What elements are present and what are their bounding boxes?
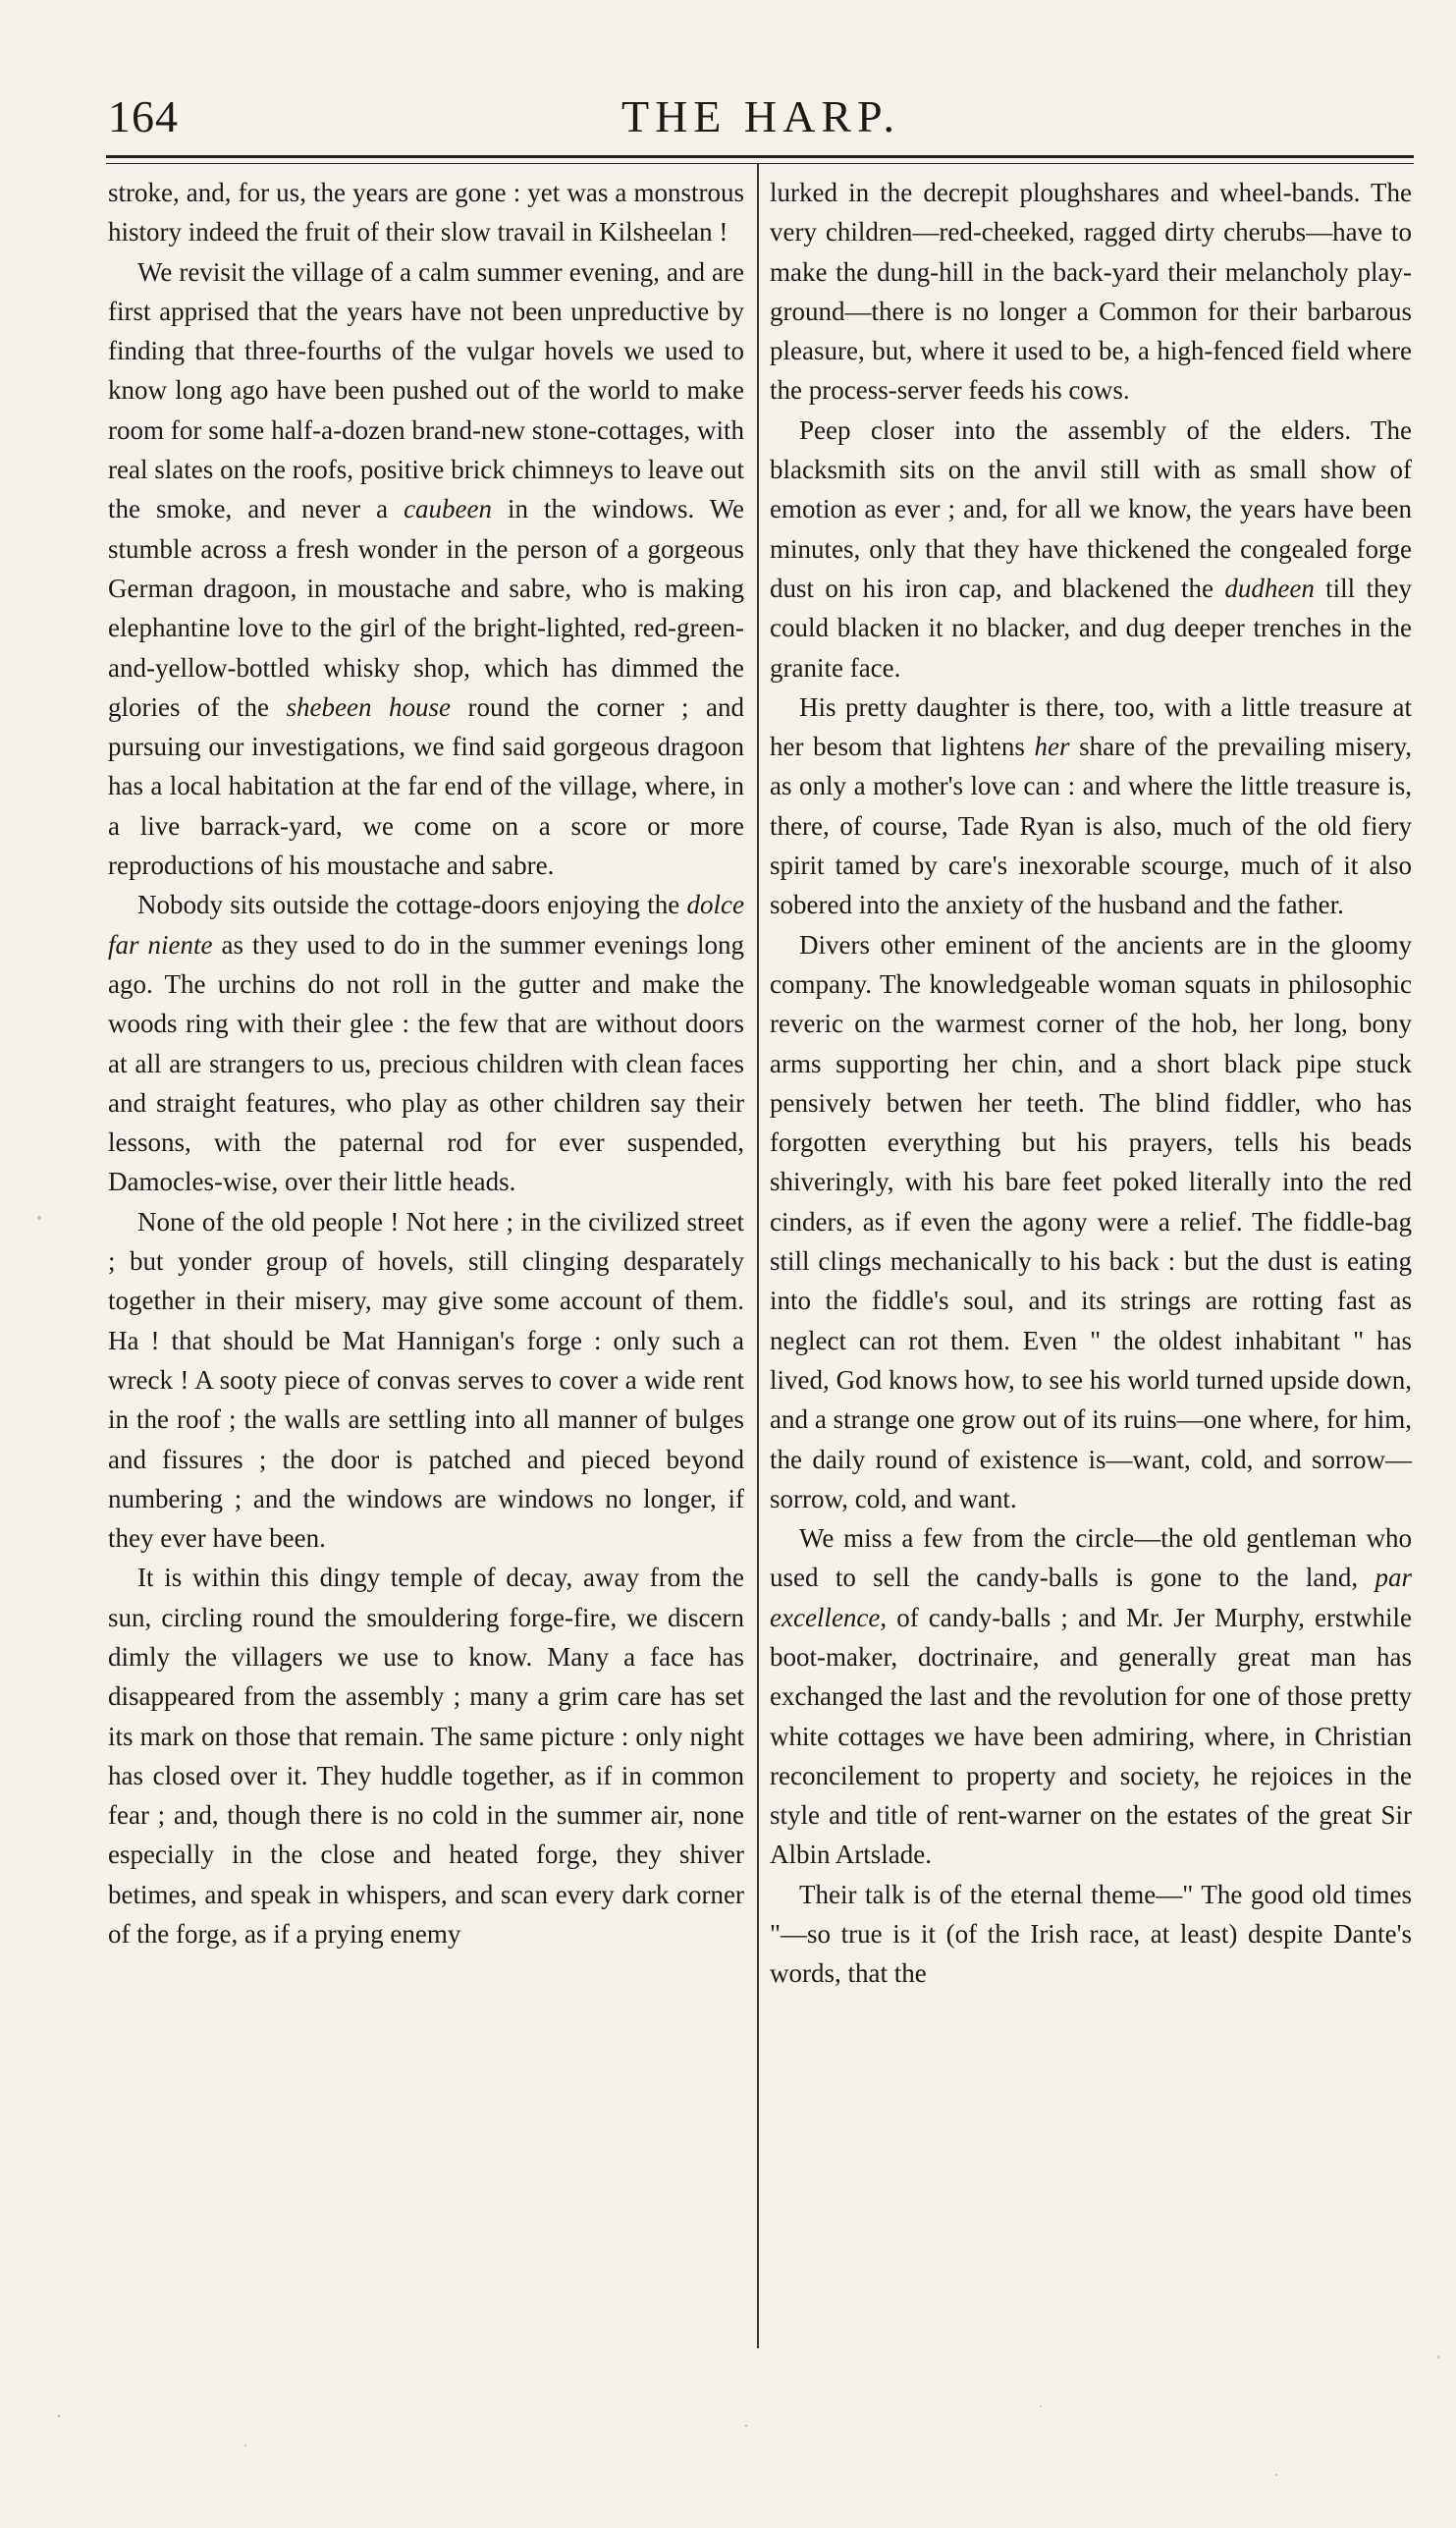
italic-phrase: dudheen (1224, 573, 1315, 603)
text-run: None of the old people ! Not here ; in the civilized street ; but yonder group of hovels, still clinging desparately together in their misery, may give some account of them. Ha ! that should be Mat Hannigan's forge : only such a wreck ! A sooty piece of convas serves to cover a wide rent in the roof ; the walls are settling into all manner of bulges and fissures ; the door is patched and pieced beyond numbering ; and the windows are windows no longer, if they ever have been. (108, 1206, 744, 1554)
text-run: We revisit the village of a calm summer evening, and are first apprised that the years have not been unpreductive by finding that three-fourths of the vulgar hovels we used to know long ago have been pushed out of the world to make room for some half-a-dozen brand-new stone-cottages, with real slates on the roofs, positive brick chimneys to leave out the smoke, and never a (108, 256, 744, 524)
text-run: Peep closer into the assembly of the elders. The blacksmith sits on the anvil still with as small show of emotion as ever ; and, for all we know, the years have been minutes, only that they have thickened the congealed forge dust on his iron cap, and blackened the (770, 414, 1412, 603)
italic-phrase: dolce far niente (108, 890, 744, 960)
text-run: share of the prevailing misery, as only a mother's love can : and where the little treasure is, there, of course, Tade Ryan is also, much of the old fiery spirit tamed by care's inexorable scourge, much of it also sobered into the anxiety of the husband and the father. (770, 732, 1412, 920)
text-run: lurked in the decrepit ploughshares and wheel-bands. The very children—red-cheeked, ragged dirty cherubs—have to make the dung-hill in the back-yard their melancholy play-ground—there is no longer a Common for their barbarous pleasure, but, where it used to be, a high-fenced field where the process-server feeds his cows. (770, 178, 1412, 406)
text-run: Nobody sits outside the cottage-doors enjoying the (137, 890, 687, 920)
text-run: till they could blacken it no blacker, and dug deeper trenches in the granite face. (770, 573, 1412, 683)
italic-phrase: par excellence (770, 1563, 1412, 1632)
text-run: as they used to do in the summer evenings long ago. The urchins do not roll in the gutter and make the woods ring with their glee : the few that are without doors at all are strangers to us, precious children with clean faces and straight features, who play as other children say their lessons, with the paternal rod for ever suspended, Damocles-wise, over their little heads. (108, 929, 745, 1197)
italic-phrase: shebeen house (286, 691, 451, 722)
text-run: stroke, and, for us, the years are gone : yet was a monstrous history indeed the fruit of their slow travail in Kilsheelan ! (108, 178, 744, 247)
italic-phrase: her (1034, 732, 1070, 762)
text-run: , of candy-balls ; and Mr. Jer Murphy, erstwhile boot-maker, doctrinaire, and generally great man has exchanged the last and the revolution for one of those pretty white cottages we have been admiring, where, in Christian reconcilement to property and society, he rejoices in the style and title of rent-warner on the estates of the great Sir Albin Artslade. (770, 1602, 1412, 1870)
text-run: His pretty daughter is there, too, with a little treasure at her besom that lightens (770, 691, 1412, 762)
text-run: Divers other eminent of the ancients are in the gloomy company. The knowledgeable woman squats in philosophic reveric on the warmest corner of the hob, her long, bony arms supporting her chin, and a short black pipe stuck pensively betwen her teeth. The blind fiddler, who has forgotten everything but his prayers, tells his beads shiveringly, with his bare feet poked literally into the red cinders, as if even the agony were a relief. The fiddle-bag still clings mechanically to his back : but the dust is eating into the fiddle's soul, and its strings are rotting fast as neglect can rot them. Even " the oldest inhabitant " has lived, God knows how, to see his world turned upside down, and a strange one grow out of its ruins—one where, for him, the daily round of existence is—want, cold, and sorrow—sorrow, cold, and want. (770, 929, 1412, 1513)
text-run: Their talk is of the eternal theme—" The good old times "—so true is it (of the Irish race, at least) despite Dante's words, that the (770, 1879, 1412, 1989)
text-run: round the corner ; and pursuing our investigations, we find said gorgeous dragoon has a local habitation at the far end of the village, where, in a live barrack-yard, we come on a score or more reproductions of his moustache and sabre. (108, 691, 744, 881)
text-run: in the windows. We stumble across a fresh wonder in the person of a gorgeous German dragoon, in moustache and sabre, who is making elephantine love to the girl of the bright-lighted, red-green-and-yellow-bottled whisky shop, which has dimmed the glories of the (108, 494, 744, 722)
page-number: 164 (108, 91, 179, 141)
text-run: It is within this dingy temple of decay, away from the sun, circling round the smouldering forge-fire, we discern dimly the villagers we use to know. Many a face has disappeared from the assembly ; many a grim care has set its mark on those that remain. The same picture : only night has closed over it. They huddle together, as if in common fear ; and, though there is no cold in the summer air, none especially in the close and heated forge, they shiver betimes, and speak in whispers, and scan every dark corner of the forge, as if a prying enemy (108, 1563, 744, 1950)
text-run: We miss a few from the circle—the old gentleman who used to sell the candy-balls is gone to the land, (770, 1523, 1412, 1593)
running-title: THE HARP. (620, 91, 901, 141)
italic-phrase: caubeen (404, 494, 493, 524)
